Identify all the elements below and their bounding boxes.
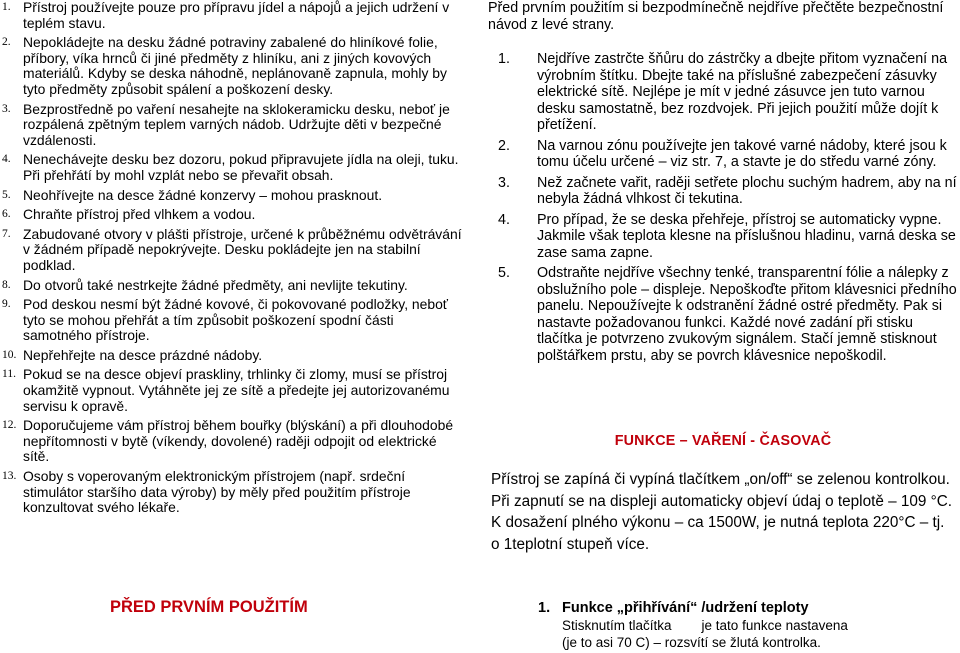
item-text: Pokud se na desce objeví praskliny, trhlinky či zlomy, musí se přístroj okamžitě vypnout. Vytáhněte jej ze sítě a předejte jej autorizovanému servisu k opravě. xyxy=(23,366,450,414)
item-number: 3. xyxy=(498,174,510,191)
item-number: 1. xyxy=(2,1,11,13)
item-number: 10. xyxy=(2,348,17,361)
item-number: 2. xyxy=(498,137,510,154)
item-text: Do otvorů také nestrkejte žádné předměty, ani nevlijte tekutiny. xyxy=(23,276,408,293)
item-text: Než začnete vařit, raději setřete plochu suchým hadrem, aby na ní nebyla žádná vlhkost či tekutina. xyxy=(537,174,957,207)
list-item xyxy=(0,297,462,348)
list-item xyxy=(488,265,958,364)
list-item xyxy=(0,35,462,101)
list-item xyxy=(0,227,462,278)
first-use-column xyxy=(488,0,958,553)
list-item xyxy=(488,175,958,208)
item-text: Na varnou zónu používejte jen takové varné nádoby, které jsou k tomu účelu určené – viz str. 7, a stavte je do středu varné zóny. xyxy=(537,137,947,170)
item-number: 7. xyxy=(2,227,11,240)
list-item xyxy=(0,418,462,469)
subsection-line: (je to asi 70 C) – rozsvítí se žlutá kontrolka. xyxy=(562,635,821,650)
subsection-title xyxy=(538,600,958,617)
item-text: Přístroj používejte pouze pro přípravu jídel a nápojů a jejich udržení v teplém stavu. xyxy=(23,0,450,31)
funkce-paragraph: Přístroj se zapíná či vypíná tlačítkem „on/off“ se zelenou kontrolkou. Při zapnutí se na displeji automaticky objeví údaj o teplotě – 109 °C. K dosažení plného výkonu – ca 1500W, je nutná teplota 220°C – tj. o 1teplotní stupeň více. xyxy=(491,471,953,553)
list-item xyxy=(0,469,462,520)
item-number: 2. xyxy=(2,36,11,49)
item-number: 5. xyxy=(498,265,510,281)
item-text: Chraňte přístroj před vlhkem a vodou. xyxy=(23,206,256,223)
list-item xyxy=(0,0,462,35)
item-number: 3. xyxy=(2,102,11,115)
section-heading-funkce: FUNKCE – VAŘENÍ - ČASOVAČ xyxy=(614,433,832,449)
item-text: Odstraňte nejdříve všechny tenké, transparentní fólie a nálepky z obslužního pole – displeje. Nepoškoďte přitom klávesnici předního panelu. Nepoužívejte k odstranění žádné ostré předměty. Pak si nastavte požadovanou funkci. Každé nové zadání při stisku tlačítka je potvrzeno zvukovým signálem. Stačí jemně stisknout polštářkem prstu, aby se povrch klávesnice nepoškodil. xyxy=(537,265,957,364)
item-number: 4. xyxy=(2,153,11,166)
item-text: Nenechávejte desku bez dozoru, pokud připravujete jídla na oleji, tuku. Při přehřátí by mohl vzplát nebo se převařit obsah. xyxy=(23,151,459,183)
item-text: Pro případ, že se deska přehřeje, přístroj se automaticky vypne. Jakmile však teplota klesne na příslušnou hladinu, varná deska se zase sama zapne. xyxy=(537,211,956,261)
list-item xyxy=(0,367,462,418)
item-number: 11. xyxy=(2,368,16,381)
item-number: 9. xyxy=(2,298,11,311)
intro-text: Před prvním použitím si bezpodmínečně nejdříve přečtěte bezpečnostní návod z levé strany. xyxy=(488,0,944,33)
item-text: Bezprostředně po vaření nesahejte na sklokeramicku desku, neboť je rozpálená zpětným teplem varných nádob. Udržujte děti v bezpečné vzdálenosti. xyxy=(23,100,450,148)
list-item xyxy=(0,102,462,153)
first-use-list xyxy=(488,51,958,364)
item-text: Doporučujeme vám přístroj během bouřky (blýskání) a při dlouhodobé nepřítomnosti v bytě (víkendy, dovolené) raději odpojit od elektrické sítě. xyxy=(23,417,454,465)
subsection-line: Stisknutím tlačítka je tato funkce nastavena xyxy=(562,618,848,633)
list-item xyxy=(0,348,462,368)
list-item xyxy=(488,138,958,171)
item-text: Osoby s voperovaným elektronickým přístrojem (např. srdeční stimulátor staršího data výroby) by měly před použitím přístroje konzultovat svého lékaře. xyxy=(23,468,411,516)
item-number: 4. xyxy=(498,211,510,228)
subsection-title-text: Funkce „přihřívání“ /udržení teploty xyxy=(562,600,809,616)
safety-list xyxy=(0,0,462,520)
item-number: 8. xyxy=(2,278,11,291)
list-item xyxy=(0,188,462,208)
item-number: 13. xyxy=(2,470,17,483)
item-text: Nepokládejte na desku žádné potraviny zabalené do hliníkové folie, příbory, víka hrnců či jiné předměty z hliníku, ani z jiných kovových materiálů. Kdyby se deska náhodně, neplánovaně zapnula, mohly by tyto předměty způsobit spálení a poškození desky. xyxy=(23,34,447,97)
item-text: Nepřehřejte na desce prázdné nádoby. xyxy=(23,346,263,363)
list-item xyxy=(0,207,462,227)
function-subsection xyxy=(538,600,958,651)
subsection-number: 1. xyxy=(538,600,551,616)
item-text: Nejdříve zastrčte šňůru do zástrčky a dbejte přitom vyznačení na výrobním štítku. Dbejte také na příslušné zabezpečení zásuvky elektrické sítě. Nejlépe je mít v jedné zásuvce jen tuto varnou desku samostatně, bez rozdvojek. Při jejich použití může dojít k přetížení. xyxy=(537,51,948,133)
item-number: 1. xyxy=(498,51,510,67)
list-item xyxy=(488,212,958,262)
item-text: Neohřívejte na desce žádné konzervy – mohou prasknout. xyxy=(23,186,383,203)
item-number: 6. xyxy=(2,208,11,221)
item-text: Pod deskou nesmí být žádné kovové, či pokovované podložky, neboť tyto se mohou přehřát a tím způsobit poškození spodní části samotného přístroje. xyxy=(23,296,449,344)
item-number: 12. xyxy=(2,419,17,432)
section-heading-pred-prvnim-pouzitim: PŘED PRVNÍM POUŽITÍM xyxy=(110,598,308,616)
item-number: 5. xyxy=(2,188,11,201)
list-item xyxy=(488,51,958,134)
item-text: Zabudované otvory v plášti přístroje, určené k průběžnému odvětrávání v žádném případě nepokrývejte. Desku pokládejte jen na stabilní podklad. xyxy=(23,225,462,273)
list-item xyxy=(0,152,462,187)
list-item xyxy=(0,278,462,298)
